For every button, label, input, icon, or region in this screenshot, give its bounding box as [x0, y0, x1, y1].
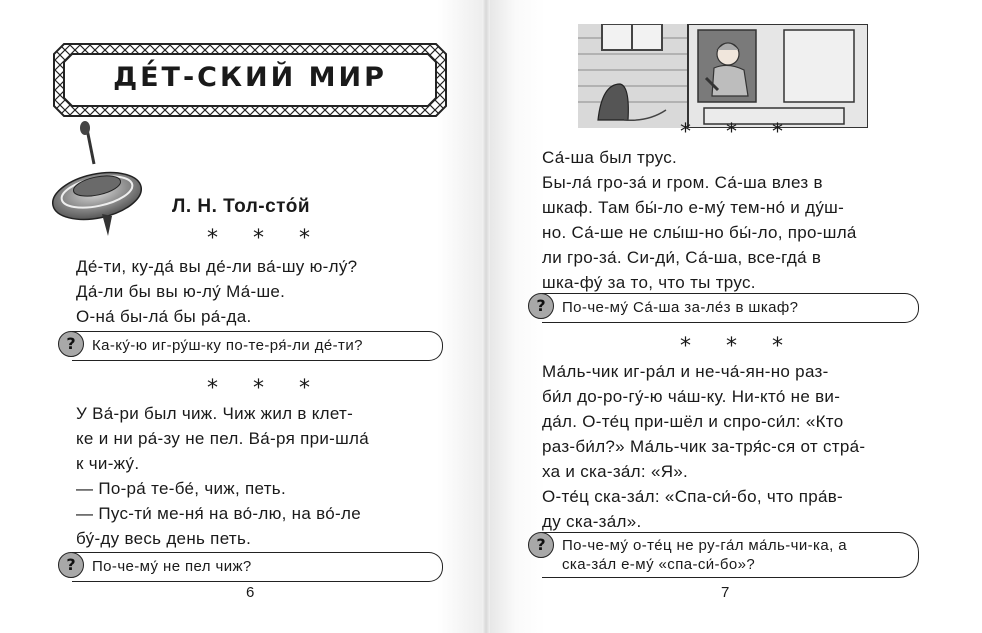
- text-line: к чи-жу́.: [76, 454, 140, 473]
- text-line: раз-би́л?» Ма́ль-чик за-тря́с-ся от стра́-: [542, 437, 866, 456]
- stars-divider: * * *: [680, 120, 797, 145]
- text-line: Да́-ли бы вы ю-лу́ Ма́-ше.: [76, 282, 286, 301]
- text-line: Де́-ти, ку-да́ вы де́-ли ва́-шу ю-лу́?: [76, 257, 358, 276]
- question-mark-icon: ?: [528, 532, 554, 558]
- question-text: По-че-му́ не пел чиж?: [92, 558, 252, 575]
- text-line: шка-фу́ за то, что ты трус.: [542, 273, 756, 292]
- text-line: О-на́ бы-ла́ бы ра́-да.: [76, 307, 252, 326]
- author-name: Л. Н. Тол-сто́й: [172, 196, 311, 217]
- question-mark-icon: ?: [58, 552, 84, 578]
- text-line: би́л до-ро-гу́-ю ча́ш-ку. Ни-кто́ не ви-: [542, 387, 841, 406]
- book-gutter: [482, 0, 490, 633]
- text-line: Ма́ль-чик иг-ра́л и не-ча́-ян-но раз-: [542, 362, 829, 381]
- stars-divider: * * *: [680, 334, 797, 359]
- text-line: ли гро-за́. Си-ди́, Са́-ша, все-гда́ в: [542, 248, 822, 267]
- page-number: 7: [721, 584, 730, 601]
- text-line: но. Са́-ше не слы́ш-но бы́-ло, про-шла́: [542, 223, 857, 242]
- title-frame: [50, 40, 450, 120]
- question-mark-icon: ?: [58, 331, 84, 357]
- stars-divider: * * *: [207, 376, 324, 401]
- text-line: — Пус-ти́ ме-ня́ на во́-лю, на во́-ле: [76, 504, 361, 523]
- text-line: Са́-ша был трус.: [542, 148, 678, 167]
- boy-in-wardrobe-illustration: [578, 24, 868, 128]
- question-text: ска-за́л е-му́ «спа-си́-бо»?: [562, 556, 756, 573]
- question-text: Ка-ку́-ю иг-ру́ш-ку по-те-ря́-ли де́-ти?: [92, 337, 363, 354]
- text-line: — По-ра́ те-бе́, чиж, петь.: [76, 479, 286, 498]
- page-number: 6: [246, 584, 255, 601]
- text-line: бу́-ду весь день петь.: [76, 529, 252, 548]
- stars-divider: * * *: [207, 226, 324, 251]
- question-text: По-че-му́ о-те́ц не ру-га́л ма́ль-чи-ка, а: [562, 537, 847, 554]
- question-mark-icon: ?: [528, 293, 554, 319]
- question-text: По-че-му́ Са́-ша за-ле́з в шкаф?: [562, 299, 799, 316]
- text-line: У Ва́-ри был чиж. Чиж жил в клет-: [76, 404, 354, 423]
- text-line: шкаф. Там бы́-ло е-му́ тем-но́ и ду́ш-: [542, 198, 845, 217]
- text-line: Бы-ла́ гро-за́ и гром. Са́-ша влез в: [542, 173, 823, 192]
- text-line: ду ска-за́л».: [542, 512, 642, 531]
- text-line: О-те́ц ска-за́л: «Спа-си́-бо, что пра́в-: [542, 487, 844, 506]
- text-line: ха и ска-за́л: «Я».: [542, 462, 689, 481]
- spinning-top-icon: [42, 120, 142, 240]
- page-title: ДЕ́Т-СКИЙ МИР: [113, 62, 387, 93]
- text-line: да́л. О-те́ц при-шёл и спро-си́л: «Кто: [542, 412, 844, 431]
- text-line: ке и ни ра́-зу не пел. Ва́-ря при-шла́: [76, 429, 370, 448]
